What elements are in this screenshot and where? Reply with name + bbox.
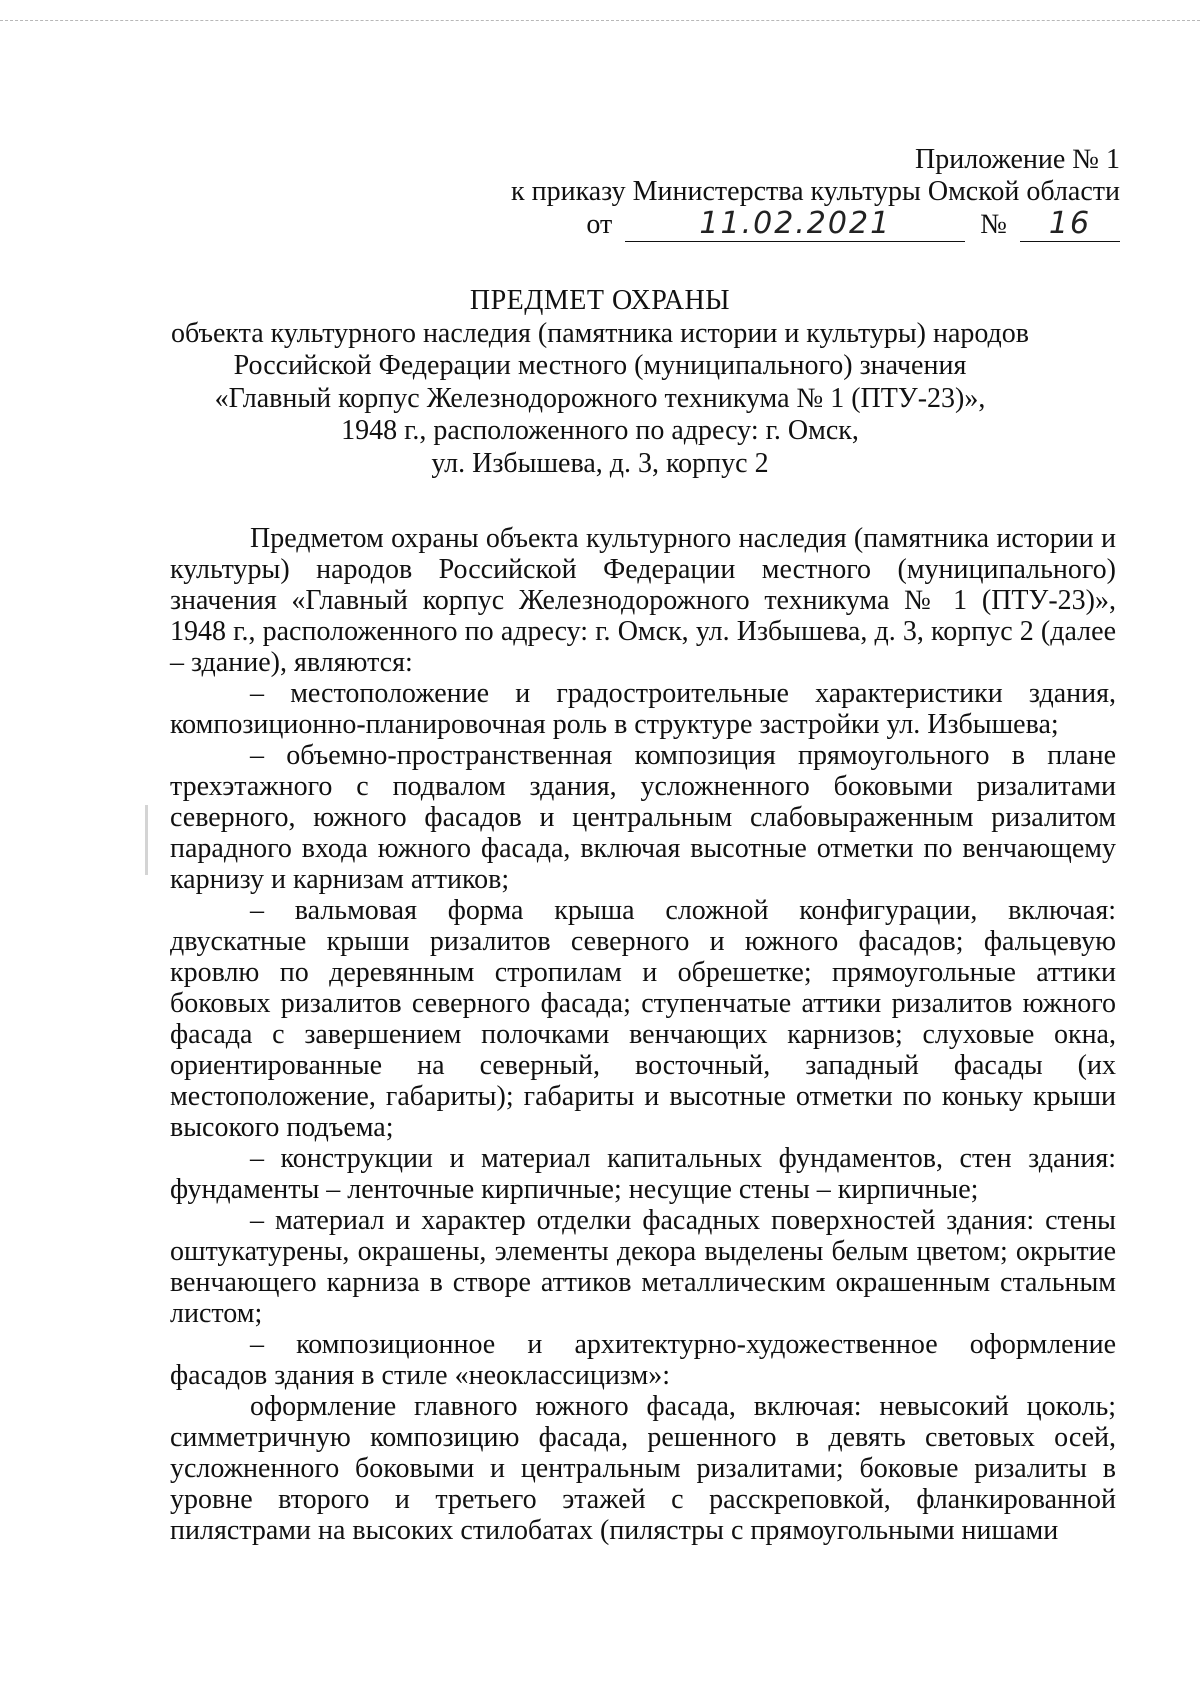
number-field: [1020, 208, 1120, 242]
handwritten-number: 16: [1048, 206, 1092, 241]
body-paragraph-finish: – материал и характер отделки фасадных поверхностей здания: стены оштукатурены, окрашены, элементы декора выделены белым цветом; окрытие венчающего карниза в створе аттиков металлическим окрашенным стальным листом;: [170, 1205, 1116, 1329]
appendix-title: Приложение № 1: [915, 144, 1120, 175]
date-prefix: от: [586, 209, 613, 240]
title-line: Российской Федерации местного (муниципального) значения: [233, 350, 967, 381]
document-body: [170, 523, 1116, 1546]
body-paragraph-style: – композиционное и архитектурно-художественное оформление фасадов здания в стиле «неоклассицизм»:: [170, 1329, 1116, 1391]
scan-margin-mark: [145, 805, 148, 875]
appendix-header: [511, 144, 1120, 242]
body-paragraph-location: – местоположение и градостроительные характеристики здания, композиционно-планировочная роль в структуре застройки ул. Избышева;: [170, 678, 1116, 740]
scan-edge-line: [0, 20, 1200, 21]
body-paragraph-structure: – конструкции и материал капитальных фундаментов, стен здания: фундаменты – ленточные кирпичные; несущие стены – кирпичные;: [170, 1143, 1116, 1205]
body-paragraph-composition: – объемно-пространственная композиция прямоугольного в плане трехэтажного с подвалом здания, усложненного боковыми ризалитами северного, южного фасадов и центральным слабовыраженным ризалитом парадного входа южного фасада, включая высотные отметки по венчающему карнизу и карнизам аттиков;: [170, 740, 1116, 895]
body-paragraph-intro: Предметом охраны объекта культурного наследия (памятника истории и культуры) народов Российской Федерации местного (муниципального) значения «Главный корпус Железнодорожного техникума № 1 (ПТУ-23)», 1948 г., расположенного по адресу: г. Омск, ул. Избышева, д. 3, корпус 2 (далее – здание), являются:: [170, 523, 1116, 678]
title-line: «Главный корпус Железнодорожного техникума № 1 (ПТУ-23)»,: [214, 382, 986, 414]
appendix-reference: к приказу Министерства культуры Омской области: [511, 176, 1120, 207]
document-title-block: [0, 285, 1200, 480]
handwritten-date: 11.02.2021: [699, 206, 892, 241]
title-line: 1948 г., расположенного по адресу: г. Омск,: [341, 415, 859, 446]
number-prefix: №: [980, 209, 1007, 240]
body-paragraph-south-facade: оформление главного южного фасада, включая: невысокий цоколь; симметричную композицию фасада, решенного в девять световых осей, усложненного боковыми и центральным ризалитами; боковые ризалиты в уровне второго и третьего этажей с расскреповкой, фланкированной пилястрами на высоких стилобатах (пилястры с прямоугольными нишами: [170, 1391, 1116, 1546]
date-number-row: [511, 208, 1120, 242]
title-line: объекта культурного наследия (памятника истории и культуры) народов: [170, 317, 1030, 349]
body-paragraph-roof: – вальмовая форма крыша сложной конфигурации, включая: двускатные крыши ризалитов северного и южного фасадов; фальцевую кровлю по деревянным стропилам и обрешетке; прямоугольные аттики боковых ризалитов северного фасада; ступенчатые аттики ризалитов южного фасада с завершением полочками венчающих карнизов; слуховые окна, ориентированные на северный, восточный, западный фасады (их местоположение, габариты); габариты и высотные отметки по коньку крыши высокого подъема;: [170, 895, 1116, 1143]
title-line: ул. Избышева, д. 3, корпус 2: [431, 447, 769, 479]
date-field: [625, 208, 965, 242]
document-heading: ПРЕДМЕТ ОХРАНЫ: [469, 285, 731, 316]
